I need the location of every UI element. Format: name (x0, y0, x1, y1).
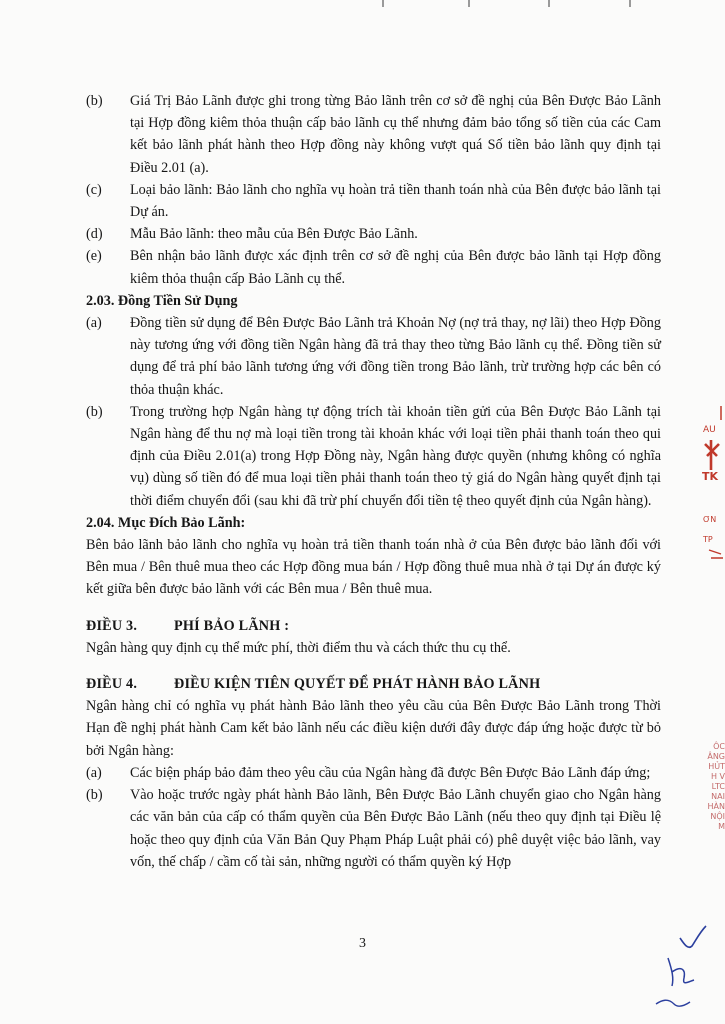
stamp-text: ÂNG (707, 752, 725, 761)
red-stamp-fragment-bottom (699, 742, 725, 838)
stamp-text: HÀN (707, 802, 725, 811)
item-marker: (a) (86, 764, 102, 781)
item-marker: (b) (86, 93, 103, 109)
stamp-text: ÔC (713, 742, 725, 751)
stamp-text: LTC (711, 782, 725, 791)
list-item-b (86, 90, 661, 179)
stamp-text: TK (702, 470, 719, 483)
red-stamp-fragment-top (699, 400, 725, 560)
item-marker: (a) (86, 315, 102, 332)
stamp-text: AU (703, 425, 716, 435)
item-text: Các biện pháp bảo đảm theo yêu cầu của Ngân hàng đã được Bên Được Bảo Lãnh đáp ứng; (130, 764, 651, 781)
article-number: ĐIỀU 3. (86, 617, 138, 634)
item-text: Giá Trị Bảo Lãnh được ghi trong từng Bảo lãnh trên cơ sở đề nghị của Bên Được Bảo Lãnh tại Hợp đồng kiêm thỏa thuận cấp bảo lãnh cụ thể nhưng đảm bảo tổng số tiền của các Cam kết bảo lãnh phát hành theo Hợp đồng này không vượt quá Số tiền bảo lãnh quy định tại Điều 2.01 (a). (130, 93, 661, 176)
item-marker: (c) (86, 181, 102, 198)
item-text: Loại bảo lãnh: Bảo lãnh cho nghĩa vụ hoàn trả tiền thanh toán nhà của Bên được bảo lãnh tại Dự án. (130, 181, 661, 221)
list-item-4-b (86, 784, 661, 873)
list-item-2-03-a (86, 312, 661, 401)
article-3-heading (86, 615, 661, 637)
list-item-e (86, 245, 661, 289)
stamp-mark-icon (699, 400, 725, 560)
list-item-d (86, 223, 661, 245)
page-number: 3 (359, 936, 366, 951)
stamp-text: M (718, 822, 725, 831)
stamp-text: ƠN (703, 515, 717, 524)
stamp-text: TP (703, 535, 713, 544)
item-marker: (e) (86, 248, 102, 265)
stamp-text: NỘI (710, 812, 725, 821)
item-marker: (d) (86, 226, 103, 243)
article-3-text: Ngân hàng quy định cụ thể mức phí, thời điểm thu và cách thức thu cụ thể. (86, 639, 511, 656)
top-edge-marks (0, 0, 725, 8)
initials-signature-icon (650, 920, 720, 1020)
section-2-04-text: Bên bảo lãnh bảo lãnh cho nghĩa vụ hoàn trả tiền thanh toán nhà ở của Bên được bảo lãnh đối với Bên mua / Bên thuê mua theo các Hợp đồng mua bán / Hợp đồng thuê mua nhà ở tại Dự án được ký kết giữa bên được bảo lãnh với các Bên mua / Bên thuê mua. (86, 537, 661, 598)
section-heading-2-03: 2.03. Đồng Tiền Sử Dụng (86, 292, 238, 309)
article-4-intro: Ngân hàng chỉ có nghĩa vụ phát hành Bảo lãnh theo yêu cầu của Bên Được Bảo Lãnh trong Thời Hạn đề nghị phát hành Cam kết bảo lãnh nếu các điều kiện dưới đây được đáp ứng hoặc được từ bỏ bởi Ngân hàng: (86, 698, 661, 759)
list-item-c (86, 179, 661, 223)
article-title: PHÍ BẢO LÃNH : (174, 617, 290, 634)
list-item-4-a (86, 762, 661, 784)
stamp-text: NAI (711, 792, 725, 801)
list-item-2-03-b (86, 401, 661, 512)
item-marker: (b) (86, 403, 103, 420)
stamp-text: H V (710, 772, 725, 781)
article-title: ĐIỀU KIỆN TIÊN QUYẾT ĐỂ PHÁT HÀNH BẢO LÃNH (174, 676, 541, 693)
document-body (86, 90, 661, 873)
item-text: Bên nhận bảo lãnh được xác định trên cơ sở đề nghị của Bên được bảo lãnh tại Hợp đồng kiêm thỏa thuận cấp Bảo Lãnh cụ thể. (130, 248, 661, 287)
article-4-heading (86, 673, 661, 695)
item-text: Đồng tiền sử dụng để Bên Được Bảo Lãnh trả Khoản Nợ (nợ trả thay, nợ lãi) theo Hợp Đồng này tương ứng với đồng tiền Ngân hàng đã trả thay theo từng Bảo lãnh cụ thể. Đồng tiền sử dụng để trả phí bảo lãnh tương ứng với đồng tiền trong Bảo lãnh, trừ trường hợp các bên có thỏa thuận khác. (130, 315, 661, 398)
stamp-text: HỦT (708, 762, 725, 771)
item-text: Mẫu Bảo lãnh: theo mẫu của Bên Được Bảo Lãnh. (130, 226, 418, 243)
item-text: Vào hoặc trước ngày phát hành Bảo lãnh, Bên Được Bảo Lãnh chuyển giao cho Ngân hàng các văn bản của cấp có thẩm quyền của Bên Được Bảo Lãnh (nếu theo quy định tại Điều lệ hoặc theo quy định của Văn Bản Quy Phạm Pháp Luật phải có) phê duyệt việc bảo lãnh, vay vốn, thế chấp / cầm cố tài sản, những người có thẩm quyền ký Hợp (130, 787, 661, 870)
article-number: ĐIỀU 4. (86, 676, 138, 693)
item-marker: (b) (86, 787, 103, 804)
section-heading-2-04: 2.04. Mục Đích Bảo Lãnh: (86, 514, 246, 531)
item-text: Trong trường hợp Ngân hàng tự động trích tài khoản tiền gửi của Bên Được Bảo Lãnh tại Ngân hàng để thu nợ mà loại tiền trong tài khoản khác với loại tiền phải thanh toán theo qui định của Điều 2.01(a) trong Hợp Đồng này, Ngân hàng được quyền (nhưng không có nghĩa vụ) dùng số tiền đó để mua loại tiền phải thanh toán theo tỷ giá do Ngân hàng quyết định tại thời điểm chuyển đổi (sau khi đã trừ phí chuyển đổi tiền tệ theo quyết định của Ngân hàng). (130, 403, 661, 509)
